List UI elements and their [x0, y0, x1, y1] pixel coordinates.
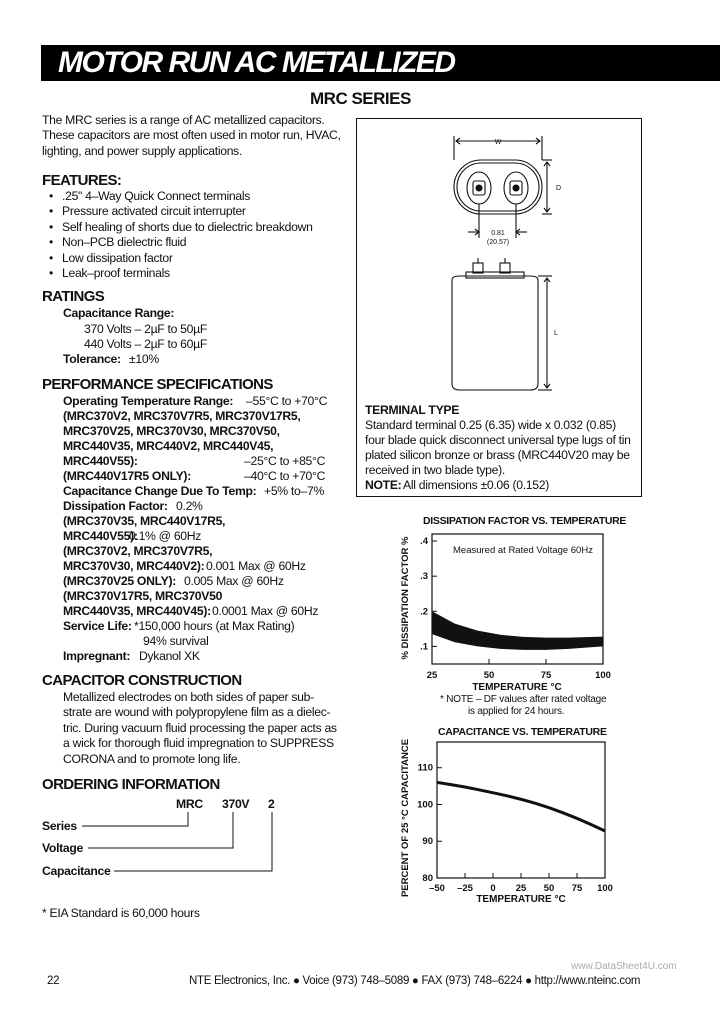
df-note-2: is applied for 24 hours.	[468, 706, 565, 717]
df-value: 0.0001 Max @ 60Hz	[212, 604, 319, 618]
df-models: (MRC370V25 ONLY):	[63, 574, 176, 588]
feature-item: • .25" 4–Way Quick Connect terminals	[49, 189, 313, 204]
dim-w-label: W	[494, 139, 502, 146]
page-number: 22	[47, 975, 60, 987]
feature-item: • Self healing of shorts due to dielectric breakdown	[49, 220, 313, 235]
df-models: MRC440V55):	[63, 529, 138, 543]
df-annotation: Measured at Rated Voltage 60Hz	[453, 545, 593, 556]
impregnant-value: Dykanol XK	[139, 649, 200, 663]
eia-note: * EIA Standard is 60,000 hours	[42, 906, 200, 920]
df-ylabel: % DISSIPATION FACTOR %	[400, 536, 411, 660]
df-value: 0.2%	[176, 499, 203, 513]
op-temp-label: Operating Temperature Range:	[63, 394, 234, 408]
ordering-voltage-label: Voltage	[42, 841, 84, 855]
service-life-survival: 94% survival	[143, 634, 209, 648]
df-models: (MRC370V17R5, MRC370V50	[63, 589, 223, 603]
ratings-heading: RATINGS	[42, 288, 105, 305]
df-label: Dissipation Factor:	[63, 499, 168, 513]
cap-xtick-label: 25	[515, 883, 527, 894]
watermark: www.DataSheet4U.com	[571, 961, 677, 972]
dim-d-label: D	[556, 185, 562, 192]
terminal-type-line: received in two blade type).	[365, 463, 505, 477]
dim-l-label: L	[554, 330, 558, 337]
construction-line: tric. During vacuum fluid processing the paper acts as	[63, 720, 337, 735]
construction-line: Metallized electrodes on both sides of paper sub-	[63, 690, 314, 704]
ordering-capacitance-label: Capacitance	[42, 864, 111, 878]
df-xlabel: TEMPERATURE °C	[472, 682, 562, 693]
cap-ytick-label: 110	[417, 762, 433, 774]
cap-xtick-label: 0	[490, 883, 496, 894]
df-xtick-label: 100	[595, 670, 611, 681]
series-title: MRC SERIES	[310, 89, 411, 108]
cap-change-value: +5% to–7%	[264, 484, 324, 498]
order-code-prefix: MRC	[176, 797, 203, 811]
df-xtick-label: 75	[540, 670, 552, 681]
df-xtick-label: 25	[426, 670, 438, 681]
op-temp-value-2: –25°C to +85°C	[244, 454, 326, 468]
ordering-leader-lines	[0, 0, 360, 900]
ordering-heading: ORDERING INFORMATION	[42, 776, 220, 793]
df-ytick-label: .1	[420, 641, 428, 653]
df-ytick-label: .4	[420, 536, 428, 548]
op-temp-value-3: –40°C to +70°C	[244, 469, 326, 483]
df-models: (MRC370V35, MRC440V17R5,	[63, 514, 226, 528]
df-models: (MRC370V2, MRC370V7R5,	[63, 544, 213, 558]
feature-item: • Low dissipation factor	[49, 251, 313, 266]
cap-chart-title: CAPACITANCE VS. TEMPERATURE	[438, 726, 607, 738]
terminal-type-heading: TERMINAL TYPE	[365, 403, 460, 417]
df-note-1: * NOTE – DF values after rated voltage	[440, 694, 607, 705]
op-temp-value: –55°C to +70°C	[246, 394, 328, 408]
capacitance-range-370: 370 Volts – 2µF to 50µF	[84, 322, 207, 336]
construction-line: strate are wound with polypropylene film as a dielec-	[63, 705, 331, 720]
note-label: NOTE:	[365, 478, 402, 492]
op-temp-models: MRC370V25, MRC370V30, MRC370V50,	[63, 424, 280, 438]
features-heading: FEATURES:	[42, 172, 122, 189]
note-text: All dimensions ±0.06 (0.152)	[403, 478, 549, 492]
cap-xtick-label: 100	[597, 883, 613, 894]
capacitor-drawing	[356, 118, 642, 403]
cap-xtick-label: –50	[429, 883, 445, 894]
order-code-voltage: 370V	[222, 797, 250, 811]
terminal-type-line: Standard terminal 0.25 (6.35) wide x 0.032 (0.85)	[365, 418, 616, 432]
cap-chart	[395, 738, 625, 913]
intro-line: The MRC series is a range of AC metallized capacitors.	[42, 113, 325, 127]
op-temp-models: (MRC370V2, MRC370V7R5, MRC370V17R5,	[63, 409, 301, 423]
op-temp-models: MRC440V55):	[63, 454, 138, 468]
tolerance-value: ±10%	[129, 352, 159, 366]
feature-item: • Pressure activated circuit interrupter	[49, 204, 313, 219]
df-xtick-label: 50	[483, 670, 495, 681]
dim-081-label: 0.81	[491, 230, 505, 237]
df-ytick-label: .2	[420, 606, 428, 618]
feature-item: • Non–PCB dielectric fluid	[49, 235, 313, 250]
op-temp-models: MRC440V35, MRC440V2, MRC440V45,	[63, 439, 274, 453]
service-life-value: *150,000 hours (at Max Rating)	[134, 619, 295, 633]
impregnant-label: Impregnant:	[63, 649, 131, 663]
df-value: 0.005 Max @ 60Hz	[184, 574, 284, 588]
cap-chart-frame	[437, 742, 605, 878]
construction-heading: CAPACITOR CONSTRUCTION	[42, 672, 242, 689]
df-ytick-label: .3	[420, 571, 428, 583]
cap-xlabel: TEMPERATURE °C	[476, 894, 566, 905]
footer-company: NTE Electronics, Inc. ● Voice (973) 748–5089 ● FAX (973) 748–6224 ● http://www.nteinc.com	[189, 975, 641, 987]
df-chart-title: DISSIPATION FACTOR VS. TEMPERATURE	[423, 515, 627, 527]
df-models: MRC440V35, MRC440V45):	[63, 604, 211, 618]
cap-xtick-label: 75	[571, 883, 583, 894]
ordering-series-label: Series	[42, 819, 77, 833]
feature-item: • Leak–proof terminals	[49, 266, 313, 281]
cap-ytick-label: 80	[422, 873, 433, 884]
terminal-type-line: four blade quick disconnect universal type lugs of tin	[365, 433, 631, 447]
capacitance-range-label: Capacitance Range:	[63, 306, 175, 320]
cap-xtick-label: –25	[457, 883, 473, 894]
page-title: MOTOR RUN AC METALLIZED	[58, 46, 455, 79]
dim-2057-label: (20.57)	[486, 239, 510, 246]
df-value: 0.001 Max @ 60Hz	[206, 559, 306, 573]
order-code-capacitance: 2	[268, 797, 275, 811]
cap-ytick-label: 100	[417, 799, 433, 811]
cap-ytick-label: 90	[422, 836, 433, 848]
df-models: MRC370V30, MRC440V2):	[63, 559, 205, 573]
construction-line: a wick for thorough fluid impregnation to SUPPRESS	[63, 736, 334, 751]
op-temp-models: (MRC440V17R5 ONLY):	[63, 469, 191, 483]
service-life-label: Service Life:	[63, 619, 132, 633]
capacitance-range-440: 440 Volts – 2µF to 60µF	[84, 337, 207, 351]
tolerance-label: Tolerance:	[63, 352, 121, 366]
cap-change-label: Capacitance Change Due To Temp:	[63, 484, 257, 498]
intro-line: These capacitors are most often used in motor run, HVAC,	[42, 128, 341, 143]
construction-line: CORONA and to promote long life.	[63, 751, 241, 766]
intro-line: lighting, and power supply applications.	[42, 143, 243, 158]
performance-heading: PERFORMANCE SPECIFICATIONS	[42, 376, 273, 393]
cap-xtick-label: 50	[543, 883, 555, 894]
terminal-type-line: plated silicon bronze or brass (MRC440V20 may be	[365, 448, 630, 462]
cap-ylabel: PERCENT OF 25 °C CAPACITANCE	[400, 738, 411, 898]
df-value: 0.1% @ 60Hz	[129, 529, 202, 543]
